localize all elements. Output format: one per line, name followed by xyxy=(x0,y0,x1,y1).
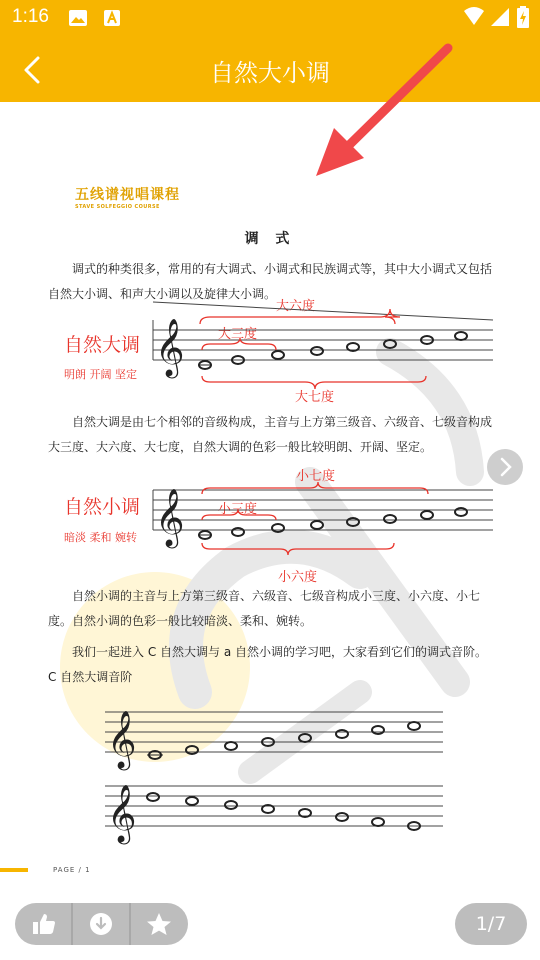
minor-scale-label: 自然小调 xyxy=(64,496,141,518)
favorite-button[interactable] xyxy=(131,903,188,945)
battery-icon xyxy=(517,6,529,28)
wifi-icon xyxy=(463,7,485,27)
major-seventh-label: 大七度 xyxy=(295,390,335,405)
star-icon xyxy=(146,912,172,936)
major-sixth-label: 大六度 xyxy=(276,299,316,314)
app-notification-icon xyxy=(103,9,121,27)
c-major-descending-staff xyxy=(105,772,445,842)
action-pill xyxy=(15,903,188,945)
next-page-button[interactable] xyxy=(487,449,523,485)
chevron-right-icon xyxy=(487,449,523,485)
svg-text:𝄞: 𝄞 xyxy=(155,488,185,546)
gallery-notification-icon xyxy=(68,9,88,27)
closing-paragraph: 我们一起进入 C 自然大调与 a 自然小调的学习吧，大家看到它们的调式音阶。 C 自然大调音阶 xyxy=(48,645,487,684)
signal-icon xyxy=(490,7,510,27)
minor-staff xyxy=(150,472,495,562)
download-icon xyxy=(89,912,113,936)
c-major-ascending-staff xyxy=(105,698,445,768)
minor-sixth-label: 小六度 xyxy=(278,570,318,585)
svg-text:𝄞: 𝄞 xyxy=(107,784,137,842)
thumbs-up-icon xyxy=(32,913,56,935)
major-staff xyxy=(150,302,495,392)
major-paragraph: 自然大调是由七个相邻的音级构成，主音与上方第三级音、六级音、七级音构成大三度、大六度、大七度，自然大调的色彩一般比较明朗、开阔、坚定。 xyxy=(48,415,493,454)
page-footer-accent xyxy=(0,868,28,872)
svg-text:𝄞: 𝄞 xyxy=(107,710,137,768)
status-time: 1:16 xyxy=(12,6,49,27)
major-mood-label: 明朗 开阔 坚定 xyxy=(64,368,137,381)
major-scale-label: 自然大调 xyxy=(64,334,141,356)
page-number-label: PAGE / 1 xyxy=(53,866,91,874)
page-title: 自然大小调 xyxy=(210,59,330,87)
like-button[interactable] xyxy=(15,903,72,945)
svg-text:𝄞: 𝄞 xyxy=(155,318,185,376)
download-button[interactable] xyxy=(73,903,130,945)
course-logo-title: 五线谱视唱课程 xyxy=(75,187,180,203)
section-heading: 调 式 xyxy=(244,231,296,247)
minor-seventh-label: 小七度 xyxy=(296,469,336,484)
intro-paragraph: 调式的种类很多，常用的有大调式、小调式和民族调式等，其中大小调式又包括自然大小调、和声大小调以及旋律大小调。 xyxy=(48,262,493,301)
course-logo-subtitle: STAVE SOLFEGGIO COURSE xyxy=(75,204,160,210)
red-arrow-annotation xyxy=(310,40,470,200)
status-bar xyxy=(0,0,540,36)
document-page xyxy=(0,102,540,902)
minor-mood-label: 暗淡 柔和 婉转 xyxy=(64,531,137,544)
page-indicator[interactable]: 1/7 xyxy=(455,903,527,945)
minor-paragraph: 自然小调的主音与上方第三级音、六级音、七级音构成小三度、小六度、小七度。自然小调的色彩一般比较暗淡、柔和、婉转。 xyxy=(48,589,481,628)
minor-third-label: 小三度 xyxy=(218,502,258,517)
major-third-label: 大三度 xyxy=(218,327,258,342)
